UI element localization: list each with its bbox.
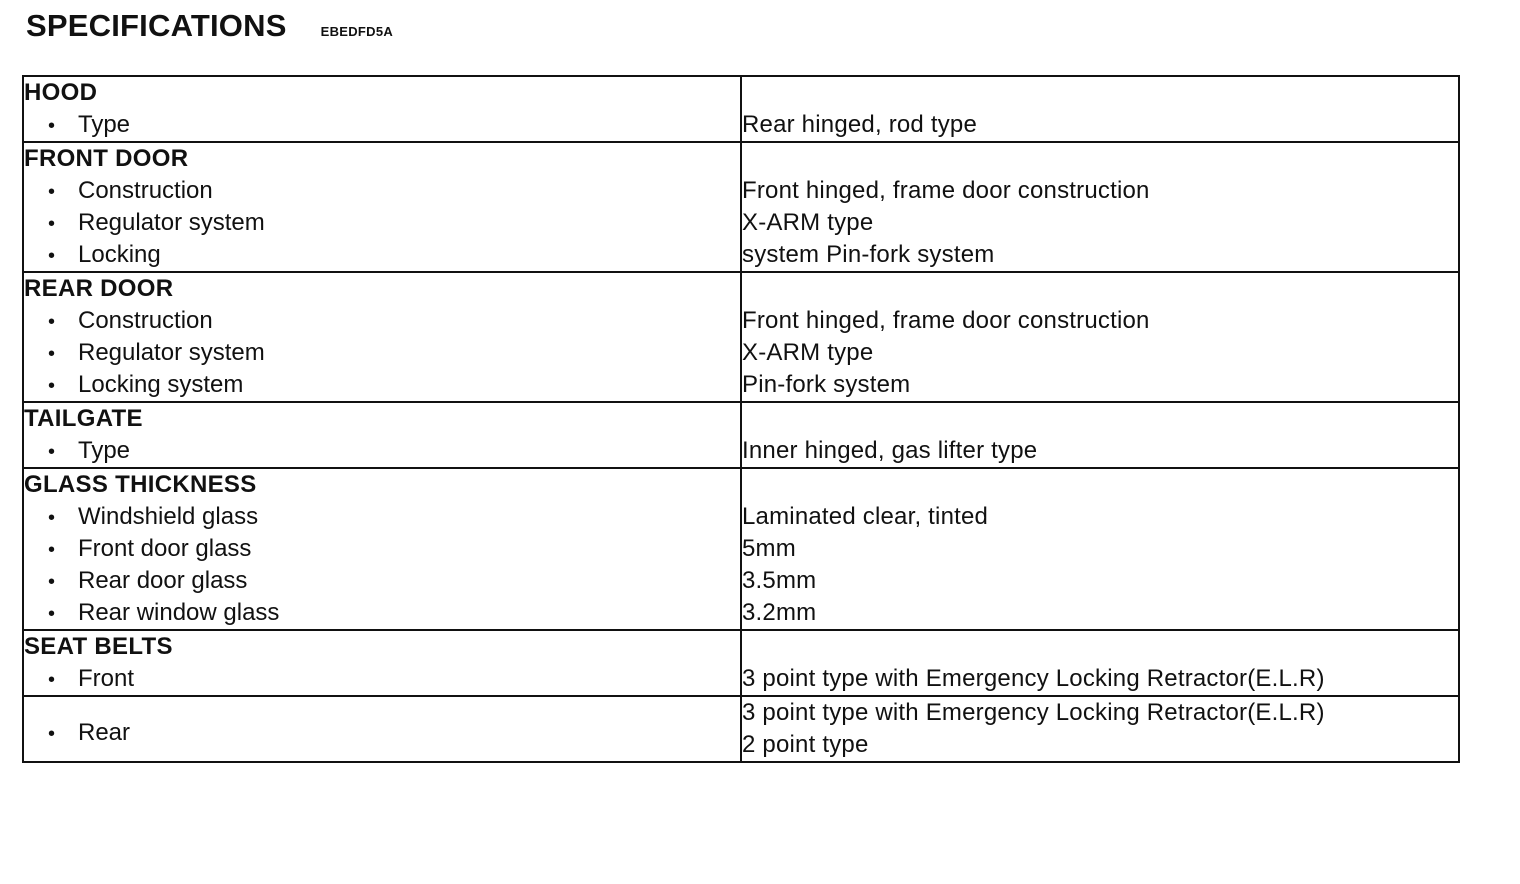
spec-label-cell <box>23 630 741 696</box>
spec-value-cell <box>741 272 1459 402</box>
spec-item <box>24 207 740 239</box>
spec-item-label: Regulator system <box>78 339 265 366</box>
spec-value-cell <box>741 696 1459 762</box>
table-row-rear-door <box>23 272 1459 402</box>
spec-value: system Pin-fork system <box>742 241 995 268</box>
title-row <box>26 8 393 48</box>
spec-item-label: Construction <box>78 307 213 334</box>
spec-item-label: Type <box>78 111 131 138</box>
spec-item <box>24 175 740 207</box>
page-title: SPECIFICATIONS <box>26 8 287 43</box>
spec-item-label: Construction <box>78 177 213 204</box>
section-heading-tailgate: TAILGATE <box>24 405 143 432</box>
section-heading-rear-door: REAR DOOR <box>24 275 174 302</box>
table-row-seat-belts-rear <box>23 696 1459 762</box>
bullet-icon: • <box>48 115 56 137</box>
spec-item <box>24 565 740 597</box>
spec-value: Rear hinged, rod type <box>742 111 978 138</box>
bullet-icon: • <box>48 311 56 333</box>
spec-value: 3 point type with Emergency Locking Retractor(E.L.R) <box>742 699 1325 726</box>
document-code: EBEDFD5A <box>320 24 394 39</box>
spec-value: X-ARM type <box>742 209 874 236</box>
spec-label-cell <box>23 468 741 630</box>
spec-item <box>24 663 740 695</box>
spec-value-cell <box>741 142 1459 272</box>
spec-item <box>24 109 740 141</box>
spec-label-cell <box>23 272 741 402</box>
spec-item-label: Windshield glass <box>78 503 259 530</box>
spec-item <box>24 435 740 467</box>
spec-value: Laminated clear, tinted <box>742 503 989 530</box>
bullet-icon: • <box>48 441 56 463</box>
section-heading-hood: HOOD <box>24 79 98 106</box>
spec-item <box>24 305 740 337</box>
bullet-icon: • <box>48 181 56 203</box>
spec-value: Pin-fork system <box>742 371 911 398</box>
spec-value: 3.2mm <box>742 599 817 626</box>
bullet-icon: • <box>48 571 56 593</box>
bullet-icon: • <box>48 245 56 267</box>
spec-value-cell <box>741 76 1459 142</box>
spec-value: Front hinged, frame door construction <box>742 177 1150 204</box>
spec-item-label: Type <box>78 437 131 464</box>
spec-value-cell <box>741 468 1459 630</box>
spec-label-cell <box>23 142 741 272</box>
spec-item-label: Regulator system <box>78 209 265 236</box>
spec-item <box>24 501 740 533</box>
table-row-seat-belts <box>23 630 1459 696</box>
spec-label-cell <box>23 402 741 468</box>
bullet-icon: • <box>48 507 56 529</box>
spec-value: 2 point type <box>742 731 869 758</box>
spec-value: X-ARM type <box>742 339 874 366</box>
specifications-table <box>22 75 1460 763</box>
spec-item-label: Rear door glass <box>78 567 248 594</box>
spec-item <box>24 369 740 401</box>
spec-item-label: Front <box>78 665 135 692</box>
bullet-icon: • <box>48 603 56 625</box>
spec-item-label: Locking system <box>78 371 244 398</box>
spec-value: 5mm <box>742 535 796 562</box>
spec-value-cell <box>741 402 1459 468</box>
spec-value: 3 point type with Emergency Locking Retractor(E.L.R) <box>742 665 1325 692</box>
section-heading-front-door: FRONT DOOR <box>24 145 189 172</box>
section-heading-seat-belts: SEAT BELTS <box>24 633 173 660</box>
bullet-icon: • <box>48 539 56 561</box>
spec-item <box>24 533 740 565</box>
spec-item <box>24 337 740 369</box>
bullet-icon: • <box>48 723 56 745</box>
table-row-glass-thickness <box>23 468 1459 630</box>
spec-item-label: Rear window glass <box>78 599 280 626</box>
bullet-icon: • <box>48 213 56 235</box>
spec-value: Inner hinged, gas lifter type <box>742 437 1038 464</box>
spec-item-label: Rear <box>78 719 131 746</box>
spec-label-cell <box>23 696 741 762</box>
spec-item <box>24 597 740 629</box>
spec-value: Front hinged, frame door construction <box>742 307 1150 334</box>
bullet-icon: • <box>48 343 56 365</box>
table-row-front-door <box>23 142 1459 272</box>
spec-value: 3.5mm <box>742 567 817 594</box>
bullet-icon: • <box>48 669 56 691</box>
table-row-tailgate <box>23 402 1459 468</box>
spec-item <box>24 717 740 749</box>
spec-label-cell <box>23 76 741 142</box>
spec-item-label: Front door glass <box>78 535 252 562</box>
section-heading-glass-thickness: GLASS THICKNESS <box>24 471 257 498</box>
spec-item <box>24 239 740 271</box>
spec-value-cell <box>741 630 1459 696</box>
bullet-icon: • <box>48 375 56 397</box>
spec-item-label: Locking <box>78 241 161 268</box>
table-row-hood <box>23 76 1459 142</box>
